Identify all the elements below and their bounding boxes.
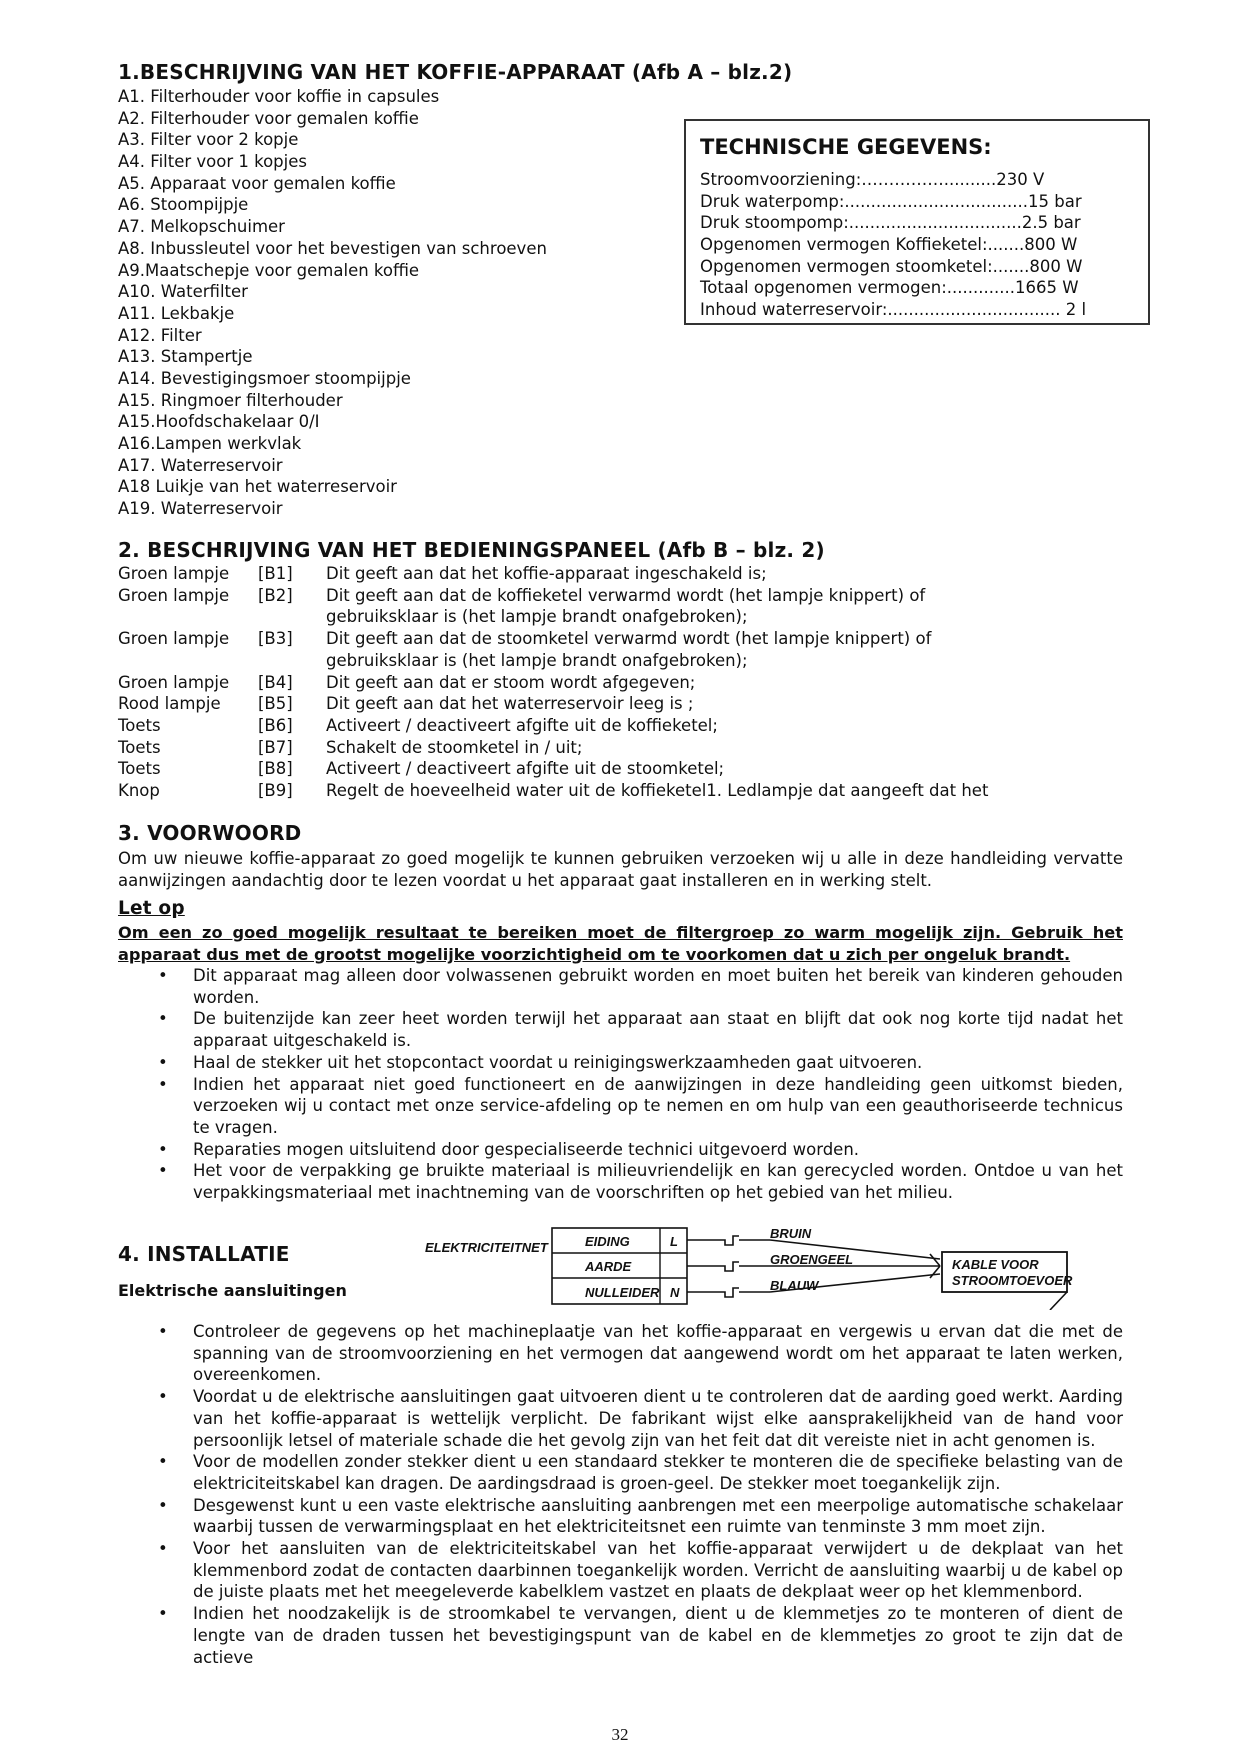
bullet-item bbox=[118, 965, 1123, 1008]
bullet-icon: • bbox=[158, 1452, 168, 1472]
bullet-text: De buitenzijde kan zeer heet worden terwijl het apparaat aan staat en blijft dat ook nog korte tijd nadat het apparaat uitgeschakeld is. bbox=[193, 1009, 1123, 1051]
panel-element-description: Dit geeft aan dat het waterreservoir leeg is ; bbox=[326, 694, 694, 714]
section3-title: 3. VOORWOORD bbox=[118, 821, 302, 845]
technical-data-row: Inhoud waterreservoir:................................. 2 l bbox=[700, 300, 1087, 320]
warning-text: Om een zo goed mogelijk resultaat te bereiken moet de filtergroep zo warm mogelijk zijn. Gebruik het apparaat dus met de grootst mogelijke voorzichtigheid om te voorkomen dat u zich per ongeluk brandt. bbox=[118, 923, 1123, 964]
panel-element-description: Dit geeft aan dat de stoomketel verwarmd wordt (het lampje knippert) of bbox=[326, 629, 932, 649]
bullet-text: Het voor de verpakking ge bruikte materiaal is milieuvriendelijk en kan gerecycled worden. Ontdoe u van het verpakkingsmateriaal met inachtneming van de voorschriften op het gebied van het milieu. bbox=[193, 1161, 1123, 1203]
panel-element-description: Regelt de hoeveelheid water uit de koffieketel1. Ledlampje dat aangeeft dat het bbox=[326, 781, 989, 800]
bullet-text: Reparaties mogen uitsluitend door gespecialiseerde technici uitgevoerd worden. bbox=[193, 1139, 860, 1159]
technical-data-title: TECHNISCHE GEGEVENS: bbox=[700, 135, 992, 159]
part-item: A16.Lampen werkvlak bbox=[118, 434, 302, 453]
bullet-icon: • bbox=[158, 1009, 168, 1029]
technical-data-row: Druk waterpomp:...................................15 bar bbox=[700, 191, 1082, 211]
control-panel-row bbox=[118, 672, 1123, 693]
bullet-item bbox=[118, 1139, 1123, 1161]
panel-element-description: Activeert / deactiveert afgifte uit de koffieketel; bbox=[326, 715, 718, 735]
part-item: A15. Ringmoer filterhouder bbox=[118, 390, 343, 410]
diagram-row-letter: N bbox=[670, 1285, 680, 1300]
bullet-item bbox=[118, 1052, 1123, 1074]
bullet-icon: • bbox=[158, 1495, 168, 1515]
control-panel-row bbox=[118, 758, 1123, 779]
technical-data-row: Druk stoompomp:.................................2.5 bar bbox=[700, 213, 1081, 233]
diagram-wire-color: GROENGEEL bbox=[770, 1252, 854, 1267]
bullet-item bbox=[118, 1538, 1123, 1603]
control-panel-row bbox=[118, 628, 1123, 649]
diagram-target-line2: STROOMTOEVOER bbox=[952, 1273, 1073, 1288]
section1-title: 1.BESCHRIJVING VAN HET KOFFIE-APPARAAT (Afb A – blz.2) bbox=[118, 60, 793, 84]
electric-connections-subtitle: Elektrische aansluitingen bbox=[118, 1281, 347, 1300]
panel-element-code: [B8] bbox=[258, 759, 293, 779]
bullet-item bbox=[118, 1386, 1123, 1451]
technical-data-rows bbox=[700, 169, 1086, 321]
page-number: 32 bbox=[611, 1725, 629, 1744]
technical-data-row: Stroomvoorziening:……………..........230 V bbox=[700, 170, 1045, 189]
panel-element-description: Activeert / deactiveert afgifte uit de stoomketel; bbox=[326, 759, 725, 779]
part-item: A13. Stampertje bbox=[118, 347, 253, 367]
panel-element-type: Toets bbox=[118, 737, 161, 757]
bullet-text: Dit apparaat mag alleen door volwassenen gebruikt worden en moet buiten het bereik van kinderen gehouden worden. bbox=[193, 966, 1123, 1007]
bullet-text: Indien het noodzakelijk is de stroomkabel te vervangen, dient u de klemmetjes zo te monteren of dient de lengte van de draden tussen het bevestigingspunt van de kabel en de klemmetjes zo groot te zijn dat de actieve bbox=[193, 1604, 1123, 1667]
panel-element-description: Dit geeft aan dat de koffieketel verwarmd wordt (het lampje knippert) of bbox=[326, 585, 926, 605]
panel-element-description: Dit geeft aan dat er stoom wordt afgegeven; bbox=[326, 672, 696, 692]
diagram-row-name: NULLEIDER bbox=[585, 1285, 660, 1300]
bullet-text: Controleer de gegevens op het machineplaatje van het koffie-apparaat en vergewis u ervan dat die met de spanning van de stroomvoorziening en het vermogen dat aangewend wordt om het apparaat te laten werken, overeenkomen. bbox=[193, 1322, 1123, 1385]
part-item: A17. Waterreservoir bbox=[118, 455, 283, 475]
panel-element-description: gebruiksklaar is (het lampje brandt onafgebroken); bbox=[326, 607, 748, 627]
bullet-text: Voor de modellen zonder stekker dient u een standaard stekker te monteren die de specifieke belasting van de elektriciteitskabel kan dragen. De aardingsdraad is groen-geel. De stekker moet toegankelijk zijn. bbox=[193, 1452, 1123, 1493]
bullet-icon: • bbox=[158, 1052, 168, 1072]
part-item: A12. Filter bbox=[118, 325, 202, 345]
bullet-text: Voor het aansluiten van de elektriciteitskabel van het koffie-apparaat verwijdert u de dekplaat van het klemmenbord zodat de contacten daarbinnen toegankelijk worden. Verricht de aansluiting waarbij u de kabel op de juiste plaats met het meegeleverde kabelklem vastzet en plaats de dekplaat weer op het klemmenbord. bbox=[193, 1539, 1123, 1602]
control-panel-row bbox=[118, 606, 1123, 627]
panel-element-type: Rood lampje bbox=[118, 694, 221, 714]
control-panel-row bbox=[118, 715, 1123, 736]
diagram-row-name: AARDE bbox=[585, 1259, 632, 1274]
panel-element-type: Toets bbox=[118, 715, 161, 735]
part-item: A3. Filter voor 2 kopje bbox=[118, 130, 299, 150]
bullet-item bbox=[118, 1603, 1123, 1668]
bullet-text: Desgewenst kunt u een vaste elektrische aansluiting aanbrengen met een meerpolige automatische schakelaar waarbij tussen de verwarmingsplaat en het elektriciteitsnet een ruimte van tenminste 3 mm moet zijn. bbox=[193, 1495, 1123, 1537]
foreword-intro: Om uw nieuwe koffie-apparaat zo goed mogelijk te kunnen gebruiken verzoeken wij u alle in deze handleiding vervatte aanwijzingen aandachtig door te lezen voordat u het apparaat gaat installeren en in werking stelt. bbox=[118, 849, 1123, 890]
part-item: A15.Hoofdschakelaar 0/I bbox=[118, 412, 320, 432]
part-item: A5. Apparaat voor gemalen koffie bbox=[118, 173, 396, 193]
panel-element-code: [B2] bbox=[258, 585, 293, 605]
control-panel-row bbox=[118, 780, 1123, 801]
part-item: A18 Luikje van het waterreservoir bbox=[118, 477, 397, 497]
bullet-icon: • bbox=[158, 1161, 168, 1181]
bullet-item bbox=[118, 1160, 1123, 1203]
part-item: A2. Filterhouder voor gemalen koffie bbox=[118, 108, 419, 128]
panel-element-type: Groen lampje bbox=[118, 629, 230, 649]
panel-element-code: [B9] bbox=[258, 781, 293, 800]
panel-element-code: [B4] bbox=[258, 672, 293, 692]
installation-bullets bbox=[118, 1321, 1123, 1668]
part-item: A9.Maatschepje voor gemalen koffie bbox=[118, 260, 420, 280]
panel-element-code: [B7] bbox=[258, 737, 293, 757]
bullet-item bbox=[118, 1495, 1123, 1538]
technical-data-box bbox=[684, 119, 1150, 325]
panel-element-type: Groen lampje bbox=[118, 672, 230, 692]
letop-heading: Let op bbox=[118, 898, 185, 919]
control-panel-row bbox=[118, 585, 1123, 606]
part-item: A4. Filter voor 1 kopjes bbox=[118, 152, 307, 172]
panel-element-type: Toets bbox=[118, 759, 161, 779]
panel-element-description: Dit geeft aan dat het koffie-apparaat ingeschakeld is; bbox=[326, 564, 767, 583]
foreword-bullets bbox=[118, 965, 1123, 1204]
bullet-icon: • bbox=[158, 1387, 168, 1407]
control-panel-row bbox=[118, 693, 1123, 714]
technical-data-row: Totaal opgenomen vermogen:.............1665 W bbox=[700, 278, 1079, 298]
panel-element-code: [B6] bbox=[258, 715, 293, 735]
technical-data-row: Opgenomen vermogen stoomketel:.......800 W bbox=[700, 256, 1083, 276]
bullet-text: Haal de stekker uit het stopcontact voordat u reinigingswerkzaamheden gaat uitvoeren. bbox=[193, 1052, 923, 1072]
control-panel-row bbox=[118, 563, 1123, 584]
bullet-item bbox=[118, 1321, 1123, 1386]
part-item: A8. Inbussleutel voor het bevestigen van schroeven bbox=[118, 238, 547, 258]
part-item: A19. Waterreservoir bbox=[118, 499, 283, 519]
diagram-source-label: ELEKTRICITEITNET bbox=[425, 1240, 548, 1255]
technical-data-row: Opgenomen vermogen Koffieketel:.......800 W bbox=[700, 235, 1078, 255]
section4-title: 4. INSTALLATIE bbox=[118, 1242, 290, 1266]
part-item: A6. Stoompijpje bbox=[118, 195, 249, 215]
panel-element-description: gebruiksklaar is (het lampje brandt onafgebroken); bbox=[326, 650, 748, 670]
section2-title: 2. BESCHRIJVING VAN HET BEDIENINGSPANEEL (Afb B – blz. 2) bbox=[118, 538, 825, 562]
bullet-icon: • bbox=[158, 1539, 168, 1559]
bullet-item bbox=[118, 1451, 1123, 1494]
part-item: A1. Filterhouder voor koffie in capsules bbox=[118, 87, 440, 106]
diagram-row-name: EIDING bbox=[585, 1234, 630, 1249]
parts-list bbox=[118, 86, 547, 520]
bullet-item bbox=[118, 1074, 1123, 1139]
panel-element-code: [B3] bbox=[258, 629, 293, 649]
part-item: A14. Bevestigingsmoer stoompijpje bbox=[118, 368, 411, 388]
panel-element-description: Schakelt de stoomketel in / uit; bbox=[326, 737, 583, 757]
part-item: A10. Waterfilter bbox=[118, 282, 248, 302]
control-panel-row bbox=[118, 650, 1123, 671]
bullet-text: Indien het apparaat niet goed functioneert en de aanwijzingen in deze handleiding geen uitkomst bieden, verzoeken wij u contact met onze service-afdeling op te nemen en om hulp van een geauthoriseerde technicus te vragen. bbox=[193, 1074, 1123, 1137]
bullet-item bbox=[118, 1008, 1123, 1051]
bullet-icon: • bbox=[158, 966, 168, 985]
panel-element-code: [B5] bbox=[258, 694, 293, 714]
bullet-text: Voordat u de elektrische aansluitingen gaat uitvoeren dient u te controleren dat de aarding goed werkt. Aarding van het koffie-apparaat is wettelijk verplicht. De fabrikant wijst elke aansprakelijkheid van de hand voor persoonlijk letsel of materiale schade die het gevolg zijn van het feit dat dit vereiste niet in acht genomen is. bbox=[193, 1387, 1123, 1450]
panel-element-type: Knop bbox=[118, 781, 160, 800]
panel-element-type: Groen lampje bbox=[118, 585, 230, 605]
control-panel-row bbox=[118, 737, 1123, 758]
diagram-wire-color: BLAUW bbox=[770, 1278, 819, 1293]
panel-element-code: [B1] bbox=[258, 564, 293, 583]
part-item: A11. Lekbakje bbox=[118, 303, 235, 323]
wiring-diagram bbox=[425, 1226, 1075, 1310]
part-item: A7. Melkopschuimer bbox=[118, 217, 285, 237]
panel-element-type: Groen lampje bbox=[118, 564, 230, 583]
bullet-icon: • bbox=[158, 1139, 168, 1159]
bullet-icon: • bbox=[158, 1604, 168, 1624]
bullet-icon: • bbox=[158, 1074, 168, 1094]
bullet-icon: • bbox=[158, 1322, 168, 1341]
diagram-target-line1: KABLE VOOR bbox=[952, 1257, 1039, 1272]
diagram-wire-color: BRUIN bbox=[770, 1226, 812, 1241]
diagram-row-letter: L bbox=[670, 1234, 678, 1249]
